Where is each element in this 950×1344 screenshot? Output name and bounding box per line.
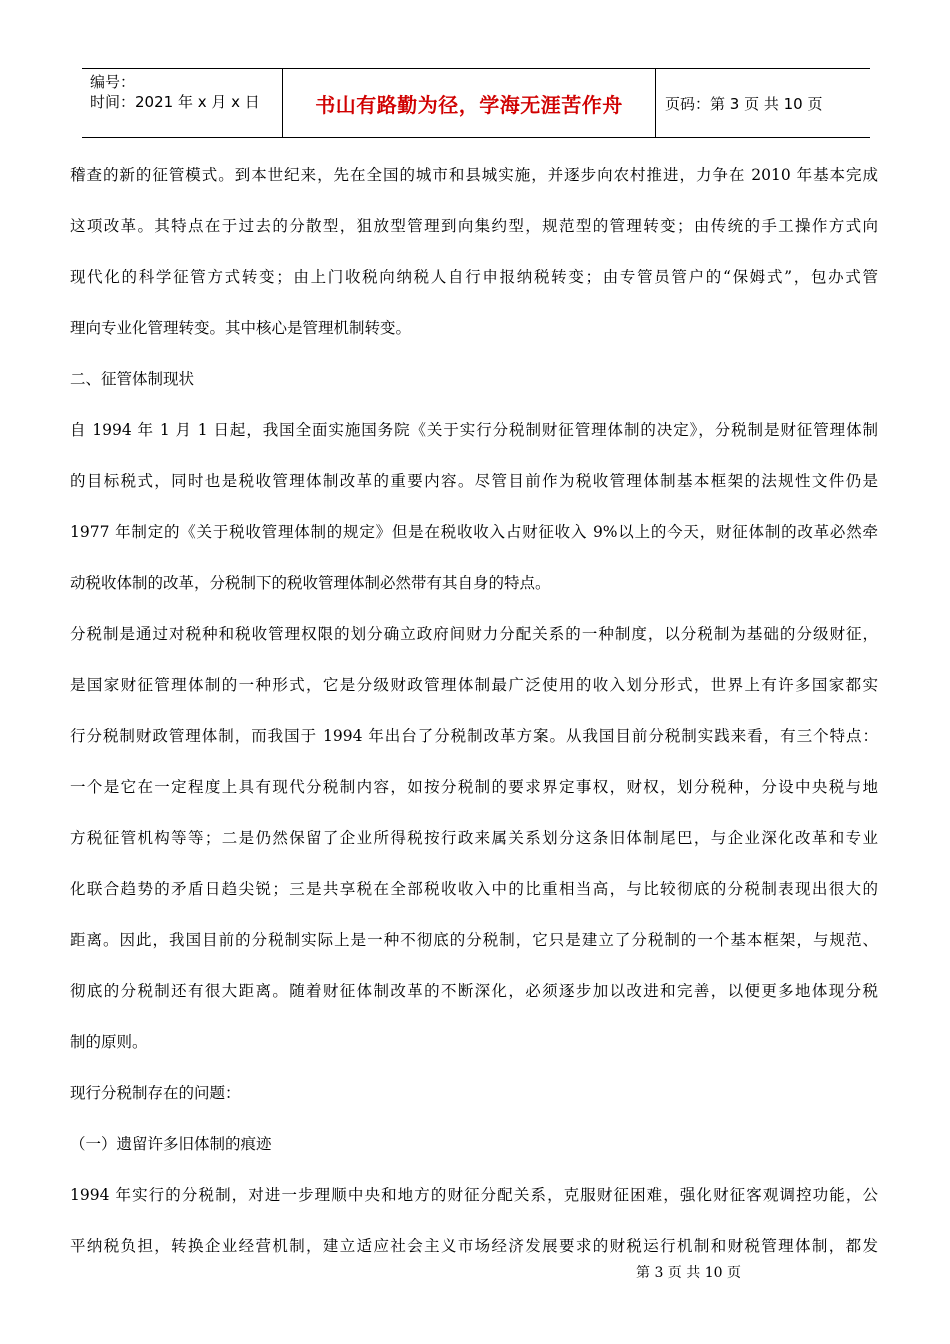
document-body [70,150,878,1272]
body-line: 理向专业化管理转变。其中核心是管理机制转变。 [70,319,412,337]
body-line: 制的原则。 [70,1033,148,1051]
page-header [82,68,870,138]
header-meta [82,69,282,137]
body-line: 稽查的新的征管模式。到本世纪来，先在全国的城市和县城实施，并逐步向农村推进，力争在 2010 年基本完成 [70,166,878,184]
subsection-heading: （一）遗留许多旧体制的痕迹 [70,1135,272,1153]
body-line: 行分税制财政管理体制，而我国于 1994 年出台了分税制改革方案。从我国目前分税制实践来看，有三个特点： [70,727,878,745]
body-line: 距离。因此，我国目前的分税制实际上是一种不彻底的分税制，它只是建立了分税制的一个基本框架，与规范、 [70,931,878,949]
body-line: 1994 年实行的分税制，对进一步理顺中央和地方的财征分配关系，克服财征困难，强化财征客观调控功能，公 [70,1186,878,1204]
page-footer: 第 3 页 共 10 页 [636,1265,741,1281]
body-line: 彻底的分税制还有很大距离。随着财征体制改革的不断深化，必须逐步加以改进和完善，以便更多地体现分税 [70,982,878,1000]
body-line: 1977 年制定的《关于税收管理体制的规定》但是在税收收入占财征收入 9%以上的今天，财征体制的改革必然牵 [70,523,878,541]
body-line: 分税制是通过对税种和税收管理权限的划分确立政府间财力分配关系的一种制度，以分税制为基础的分级财征， [70,625,878,643]
body-line: 化联合趋势的矛盾日趋尖锐；三是共享税在全部税收收入中的比重相当高，与比较彻底的分税制表现出很大的 [70,880,878,898]
body-line: 的目标税式，同时也是税收管理体制改革的重要内容。尽管目前作为税收管理体制基本框架的法规性文件仍是 [70,472,878,490]
body-line: 方税征管机构等等；二是仍然保留了企业所得税按行政来属关系划分这条旧体制尾巴，与企业深化改革和专业 [70,829,878,847]
number-label: 编号： [90,73,136,91]
body-line: 现行分税制存在的问题： [70,1084,241,1102]
page-label: 页码：第 3 页 共 10 页 [665,95,823,113]
body-line: 现代化的科学征管方式转变；由上门收税向纳税人自行申报纳税转变；由专管员管户的“保姆式”，包办式管 [70,268,878,286]
body-line: 平纳税负担，转换企业经营机制，建立适应社会主义市场经济发展要求的财税运行机制和财税管理体制，都发 [70,1237,878,1255]
body-line: 自 1994 年 1 月 1 日起，我国全面实施国务院《关于实行分税制财征管理体制的决定》，分税制是财征管理体制 [70,421,878,439]
header-motto-cell [282,69,656,137]
section-heading: 二、征管体制现状 [70,370,195,388]
motto: 书山有路勤为径，学海无涯苦作舟 [315,93,623,117]
header-page-cell [655,69,870,137]
body-line: 这项改革。其特点在于过去的分散型，狙放型管理到向集约型，规范型的管理转变；由传统的手工操作方式向 [70,217,878,235]
date-label: 时间：2021 年 x 月 x 日 [90,93,260,111]
body-line: 一个是它在一定程度上具有现代分税制内容，如按分税制的要求界定事权，财权，划分税种，分设中央税与地 [70,778,878,796]
body-line: 动税收体制的改革，分税制下的税收管理体制必然带有其自身的特点。 [70,574,551,592]
body-line: 是国家财征管理体制的一种形式，它是分级财政管理体制最广泛使用的收入划分形式，世界上有许多国家都实 [70,676,878,694]
